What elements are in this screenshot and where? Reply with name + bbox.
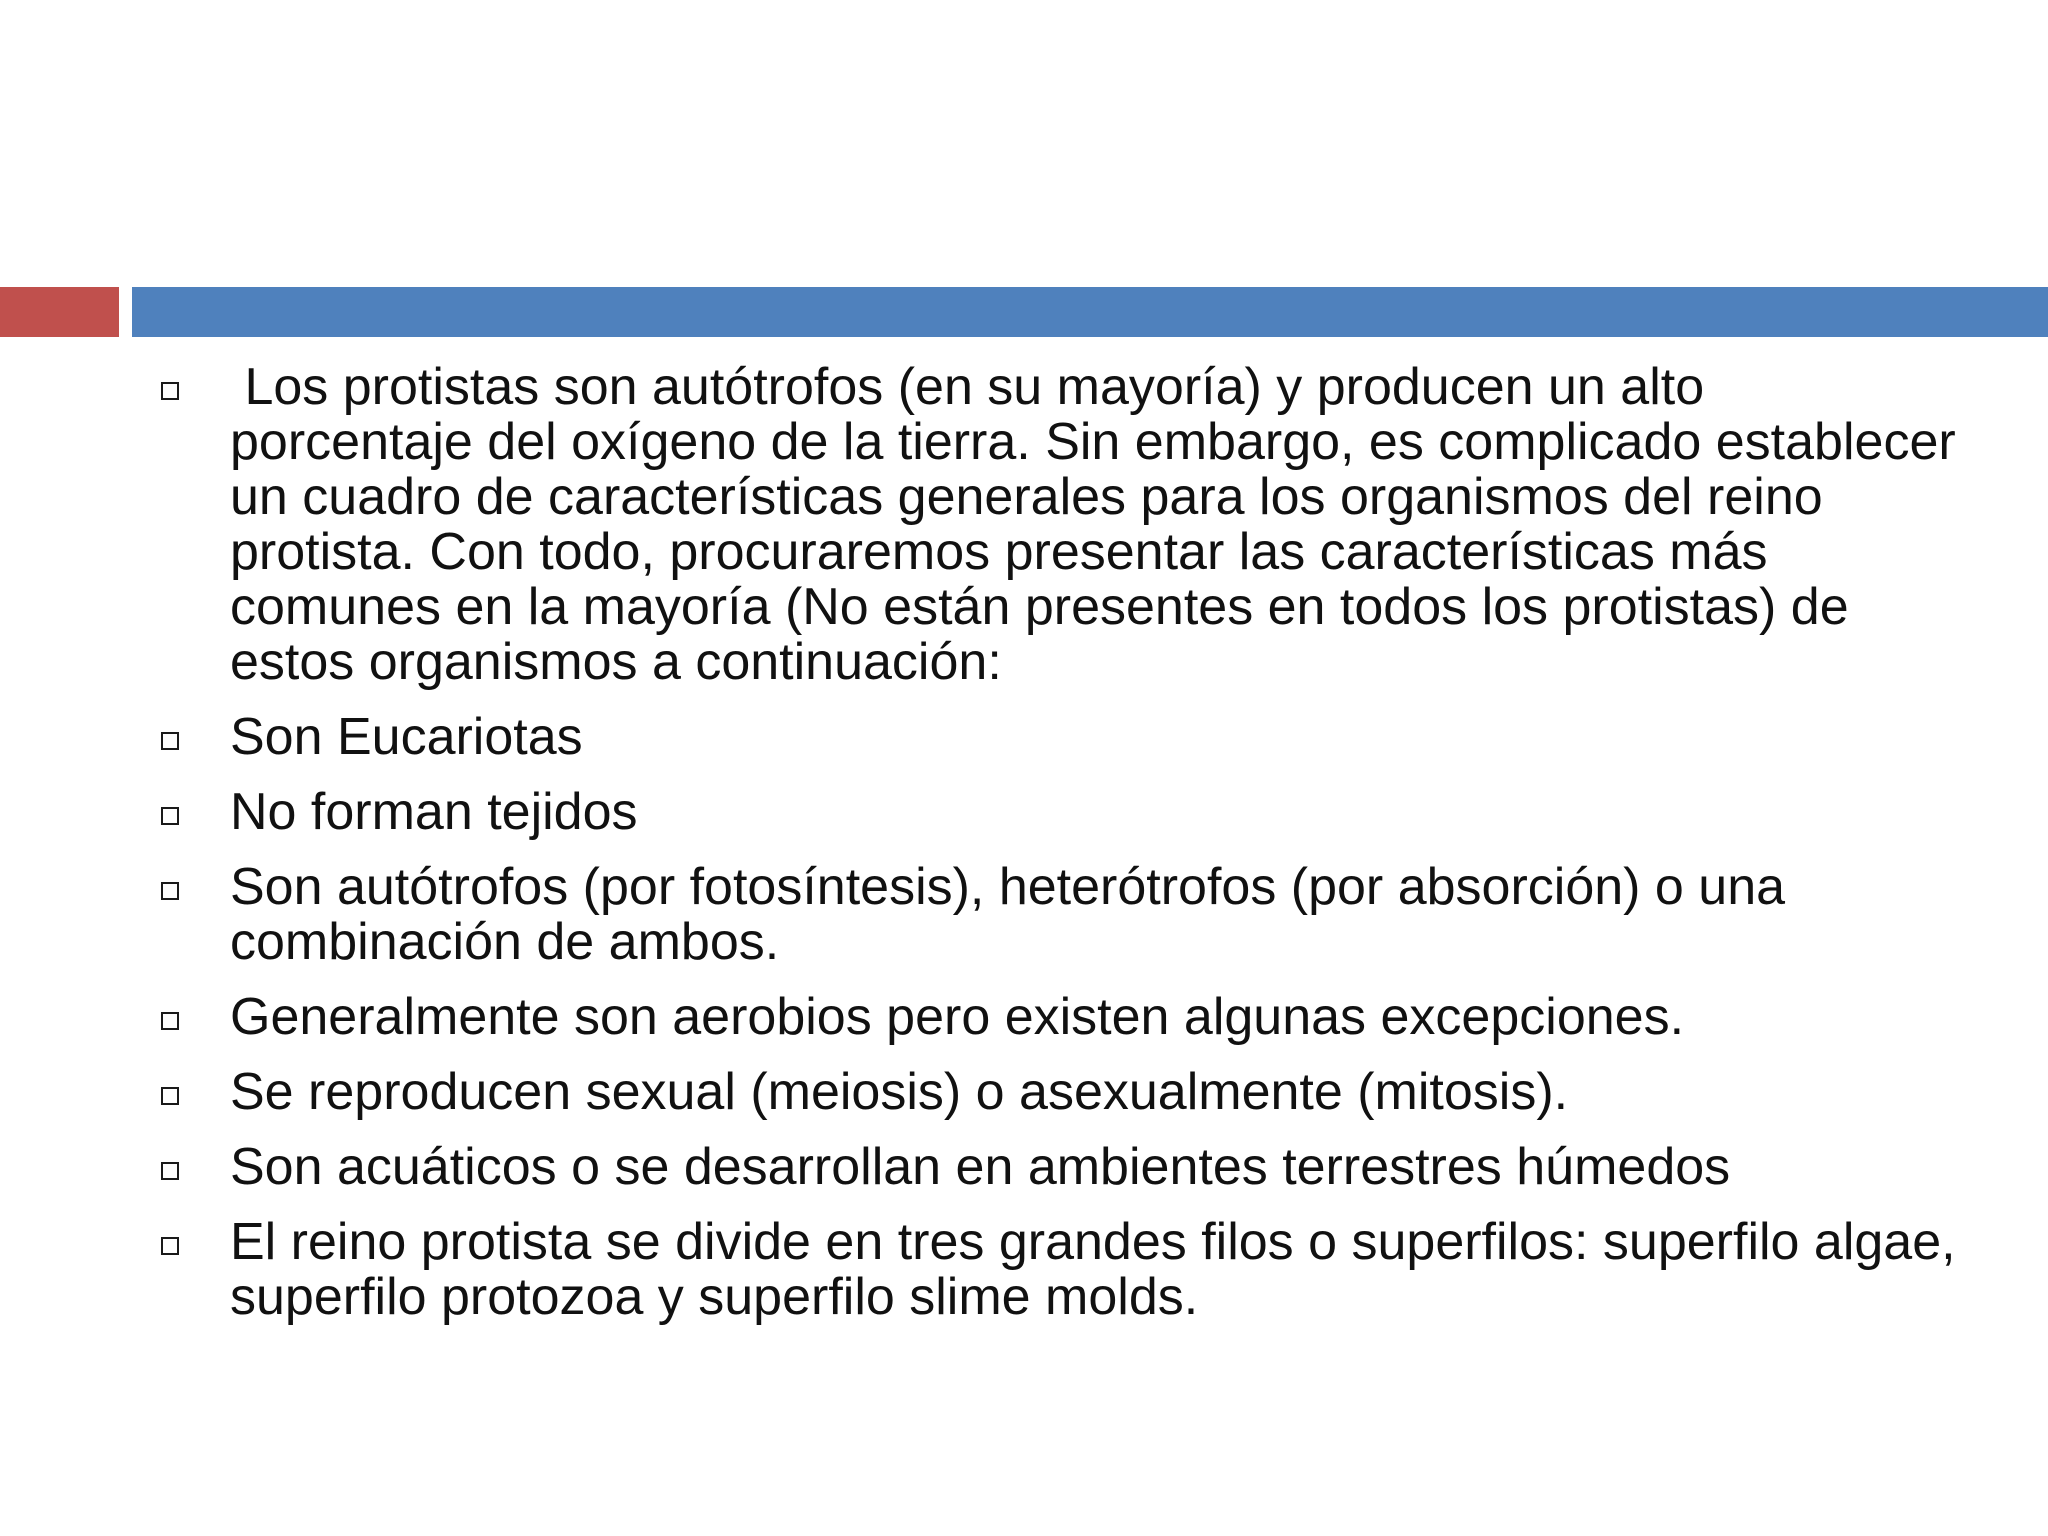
bullet-text: Son acuáticos o se desarrollan en ambientes terrestres húmedos [230,1138,1731,1196]
square-bullet-icon [161,732,179,750]
bullet-text: Los protistas son autótrofos (en su mayoría) y producen un alto porcentaje del oxígeno de la tierra. Sin embargo, es complicado establecer un cuadro de características generales para los organismos del reino protista. Con todo, procuraremos presentar las características más comunes en la mayoría (No están presentes en todos los protistas) de estos organismos a continuación: [230,358,1971,691]
bullet-item [160,1065,1960,1120]
bullet-text: No forman tejidos [230,783,638,841]
square-bullet-icon [161,1087,179,1105]
header-accent-bar-red [0,287,119,337]
square-bullet-icon [161,807,179,825]
bullet-item [160,1140,1960,1195]
bullet-list [160,358,1971,1345]
square-bullet-icon [161,1012,179,1030]
bullet-text: Se reproducen sexual (meiosis) o asexualmente (mitosis). [230,1063,1569,1121]
bullet-item [160,785,1960,840]
square-bullet-icon [161,1237,179,1255]
square-bullet-icon [161,382,179,400]
bullet-text: Son autótrofos (por fotosíntesis), heterótrofos (por absorción) o una combinación de ambos. [230,858,1786,971]
bullet-item [160,710,1960,765]
bullet-text: Generalmente son aerobios pero existen algunas excepciones. [230,988,1685,1046]
bullet-item [160,990,1960,1045]
square-bullet-icon [161,1162,179,1180]
bullet-text: El reino protista se divide en tres grandes filos o superfilos: superfilo algae, superfilo protozoa y superfilo slime molds. [230,1213,1956,1326]
header-accent-bar-blue [132,287,2048,337]
bullet-item [160,358,1971,691]
square-bullet-icon [161,882,179,900]
bullet-item [160,860,1960,970]
bullet-item [160,1215,1960,1325]
bullet-text: Son Eucariotas [230,708,583,766]
